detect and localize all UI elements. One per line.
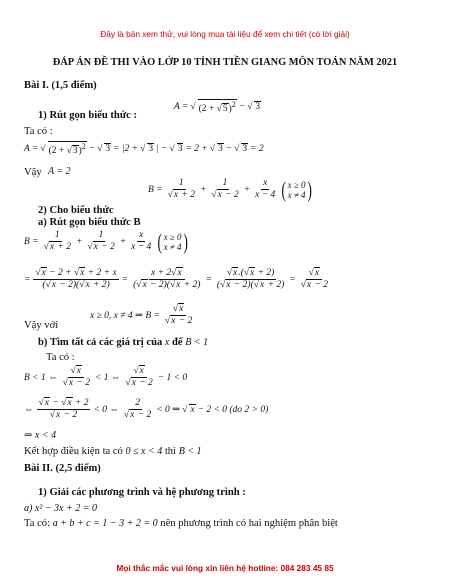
question-3-label: 1) Giải các phương trình và hệ phương trình : <box>38 487 246 498</box>
question-1-expression: A = √ (2 + √ 5)$^2$ − √ 3 <box>174 99 261 114</box>
question-1-label: 1) Rút gọn biểu thức : <box>38 110 138 121</box>
taco-label-1: Ta có : <box>24 126 53 137</box>
b-simplification: = √ $\frac{x - 2 + √ x + 2 + x}{(√ x - 2)(√ x + 2)}$ = $\frac{x + 2√ x}{(√ x - 2)(√ x + 2)}$ = √ $\frac{x.(√ x + 2)}{(√ x - 2)(√ x + 2)}$ = √ x √ x − 2 <box>24 268 331 291</box>
hotline-footer: Mọi thắc mắc vui lòng xin liên hệ hotline: 084 283 45 85 <box>116 563 334 573</box>
section-heading-bai1: Bài I. (1,5 điểm) <box>24 80 97 91</box>
b-definition: B = 1 √ x + 2 + 1 √ x − 2 + $\frac{x}{x - 4}$ ( x ≥ 0 x ≠ 4 ) <box>24 230 189 253</box>
preview-banner: Đây là bản xem thử, vui lòng mua tài liệu để xem chi tiết (có lời giải) <box>100 29 350 39</box>
section-heading-bai2: Bài II. (2,5 điểm) <box>24 463 101 474</box>
vay-label-1: Vậy <box>24 167 42 178</box>
page-title: ĐÁP ÁN ĐỀ THI VÀO LỚP 10 TỈNH TIỀN GIANG MÔN TOÁN NĂM 2021 <box>52 57 398 68</box>
question-2-expression: B = 1 √ x + 2 + 1 √ x − 2 + $\frac{x}{x - 4}$ ( x ≥ 0 x ≠ 4 ) <box>148 178 313 201</box>
inequality-step-1: B < 1 ⇔ √ x √ x − 2 < 1 ⇔ √ x √ x − 2 − 1 < 0 <box>24 366 187 389</box>
vay-voi-label: Vậy với <box>24 320 59 331</box>
a-computation: A = √ (2 + √ 3)$^2$ − √ 3 = |2 + √ 3 | − √ 3 = 2 + √ 3 − √ 3 = 2 <box>24 141 264 156</box>
taco-line-3: Ta có: a + b + c = 1 − 3 + 2 = 0 nên phương trình có hai nghiệm phân biệt <box>24 518 338 529</box>
taco-label-2: Ta có : <box>46 352 75 363</box>
inequality-step-3: ⇒ x < 4 <box>24 430 57 441</box>
vay-result-a: A = 2 <box>48 166 71 177</box>
inequality-step-2: ⇔ √ x − √ x + 2 √ x − 2 < 0 ⇔ 2 √ x − 2 < 0 ⇒ √ x − 2 < 0 (do 2 > 0) <box>24 398 268 421</box>
equation-a: a) x² − 3x + 2 = 0 <box>24 503 97 514</box>
conclusion-line: Kết hợp điều kiện ta có 0 ≤ x < 4 thì B < 1 <box>24 446 202 457</box>
question-2b-label: b) Tìm tất cả các giá trị của x để B < 1 <box>38 337 209 348</box>
question-2-label: 2) Cho biểu thức <box>38 205 114 216</box>
question-2a-label: a) Rút gọn biểu thức B <box>38 217 141 228</box>
b-result: x ≥ 0, x ≠ 4 ⇒ B = √ x √ x − 2 <box>90 304 195 327</box>
